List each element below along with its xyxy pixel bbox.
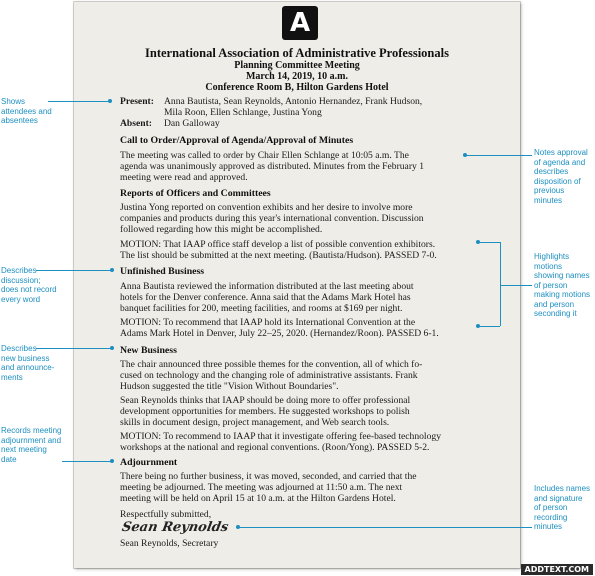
annotation-motions: Highlights motions showing names of person making motions and person seconding it: [534, 252, 591, 318]
leader-dot: [110, 346, 114, 350]
present-row: [120, 96, 422, 107]
leader-bracket: [500, 242, 501, 326]
annotation-new-business: Describes new business and announce- ments: [1, 344, 55, 382]
annotation-attendees: Shows attendees and absentees: [1, 97, 52, 125]
unfinished-motion-line: MOTION: To recommend that IAAP hold its International Convention at the: [120, 317, 416, 328]
annotation-discussion: Describes discussion; does not record every word: [1, 266, 57, 304]
leader-line: [36, 270, 112, 271]
present-names-1: Anna Bautista, Sean Reynolds, Antonio Hernandez, Frank Hudson,: [164, 96, 423, 107]
leader-line: [479, 242, 500, 243]
leader-line: [62, 461, 112, 462]
signer-name: Sean Reynolds, Secretary: [120, 538, 219, 549]
absent-names: Dan Galloway: [164, 118, 220, 129]
meeting-location: Conference Room B, Hilton Gardens Hotel: [205, 82, 389, 93]
new-business-motion-line: MOTION: To recommend to IAAP that it investigate offering fee-based technology: [120, 431, 441, 442]
section-heading-new-business: New Business: [120, 345, 177, 356]
section-heading-call-to-order: Call to Order/Approval of Agenda/Approval of Minutes: [120, 135, 354, 146]
watermark: ADDTEXT.COM: [521, 564, 593, 575]
reports-motion-line: MOTION: That IAAP office staff develop a list of possible convention exhibitors.: [120, 239, 436, 250]
signature: Sean Reynolds: [120, 520, 230, 535]
annotation-signature: Includes names and signature of person recording minutes: [534, 484, 591, 531]
leader-line: [500, 285, 532, 286]
present-label: Present:: [120, 96, 154, 107]
figure-label-badge: A: [282, 6, 318, 40]
call-to-order-line: The meeting was called to order by Chair Ellen Schlange at 10:05 a.m. The: [120, 150, 409, 161]
document-header: [74, 46, 520, 93]
leader-dot: [110, 459, 114, 463]
annotation-adjournment: Records meeting adjournment and next meeting date: [1, 426, 62, 464]
leader-line: [479, 326, 500, 327]
new-business-line: The chair announced three possible themes for the convention, all of which fo-: [120, 359, 423, 370]
unfinished-line: Anna Bautista reviewed the information distributed at the last meeting about: [120, 281, 414, 292]
closing-respectfully: Respectfully submitted,: [120, 509, 212, 520]
adjournment-line: meeting be adjourned. The meeting was adjourned at 11:50 a.m. The next: [120, 482, 403, 493]
call-to-order-line: meeting were read and approved.: [120, 172, 248, 183]
unfinished-line: banquet facilities for 200, meeting facilities, and rooms at $169 per night.: [120, 303, 403, 314]
call-to-order-line: agenda was unanimously approved as distributed. Minutes from the February 1: [120, 161, 425, 172]
section-heading-reports: Reports of Officers and Committees: [120, 188, 271, 199]
reports-motion-line: The list should be submitted at the next meeting. (Bautista/Hudson). PASSED 7-0.: [120, 250, 437, 261]
absent-row: [120, 118, 220, 129]
reports-line: Justina Yong reported on convention exhibits and her desire to involve more: [120, 202, 413, 213]
new-business-motion-line: workshops at the national and regional conventions. (Roon/Yong). PASSED 5-2.: [120, 442, 430, 453]
new-business-line: Sean Reynolds thinks that IAAP should be doing more to offer professional: [120, 395, 411, 406]
present-names-2: Mila Roon, Ellen Schlange, Justina Yong: [164, 107, 322, 118]
leader-line: [36, 348, 112, 349]
adjournment-line: meeting will be held on April 15 at 10 a.m. at the Hilton Gardens Hotel.: [120, 493, 396, 504]
section-heading-unfinished-business: Unfinished Business: [120, 266, 205, 277]
leader-dot: [108, 99, 112, 103]
reports-line: followed regarding how this might be accomplished.: [120, 224, 323, 235]
new-business-line: skills in document design, project management, and Web search tools.: [120, 417, 390, 428]
organization-name: International Association of Administrative Professionals: [145, 46, 449, 60]
new-business-line: development opportunities for members. He suggested workshops to polish: [120, 406, 410, 417]
adjournment-line: There being no further business, it was moved, seconded, and carried that the: [120, 471, 417, 482]
leader-line: [466, 155, 532, 156]
leader-line: [48, 101, 110, 102]
unfinished-motion-line: Adams Mark Hotel in Denver, July 22–25, 2020. (Hernandez/Roon). PASSED 6-1.: [120, 328, 439, 339]
section-heading-adjournment: Adjournment: [120, 457, 178, 468]
new-business-line: cused on technology and the changing role of administrative assistants. Frank: [120, 370, 418, 381]
meeting-datetime: March 14, 2019, 10 a.m.: [245, 71, 349, 82]
unfinished-line: hotels for the Denver conference. Anna said that the Adams Mark Hotel has: [120, 292, 411, 303]
leader-dot: [110, 268, 114, 272]
reports-line: companies and products during this year's international convention. Discussion: [120, 213, 424, 224]
annotation-approval: Notes approval of agenda and describes disposition of previous minutes: [534, 148, 588, 205]
leader-line: [239, 527, 532, 528]
meeting-name: Planning Committee Meeting: [234, 60, 360, 71]
absent-label: Absent:: [120, 118, 152, 129]
new-business-line: Hudson suggested the title "Vision Without Boundaries".: [120, 381, 339, 392]
